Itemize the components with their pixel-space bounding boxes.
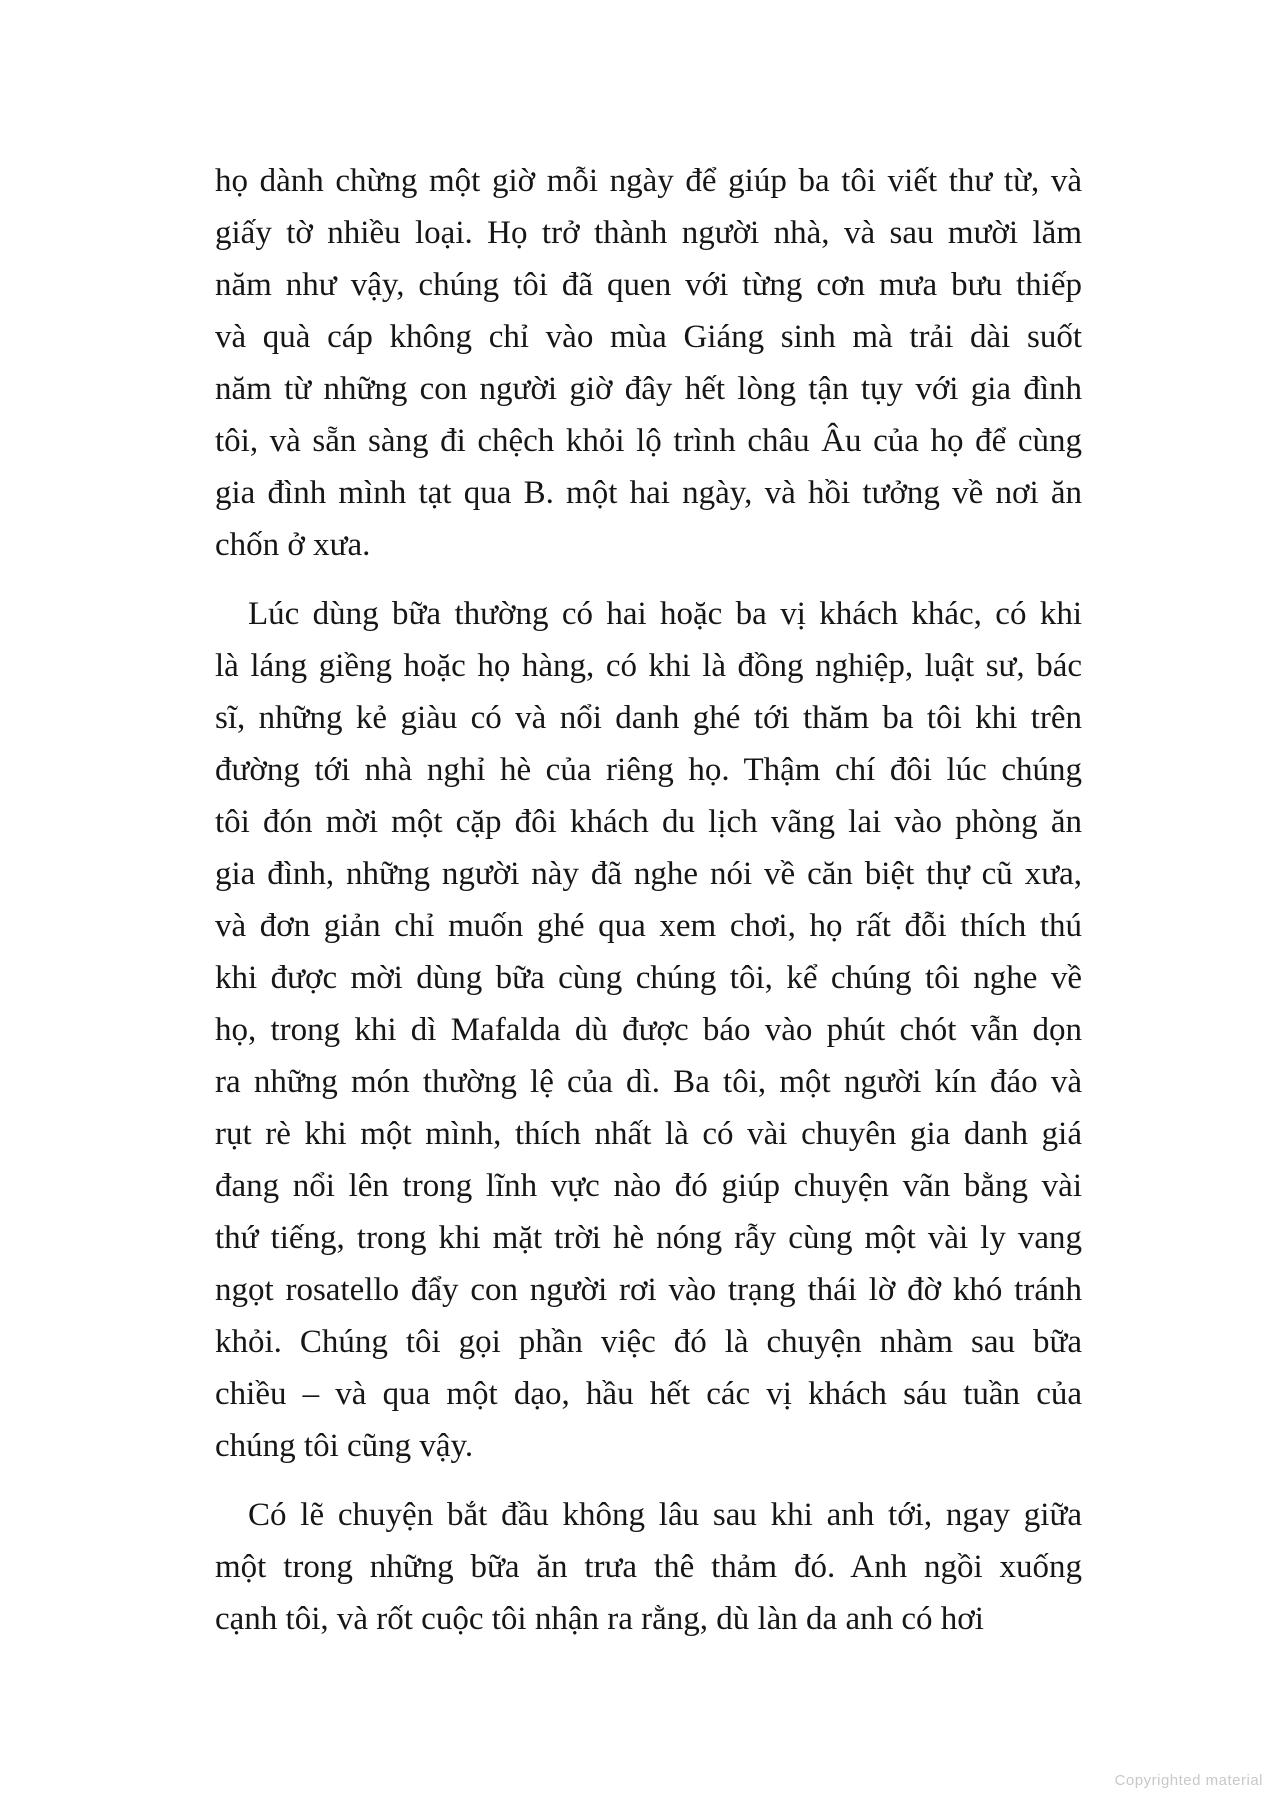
text-line: Lúc dùng bữa thường có hai hoặc ba vị khách khác, có khi (248, 596, 1082, 632)
text-line: gia đình, những người này đã nghe nói về căn biệt thự cũ xưa, (215, 856, 1082, 892)
text-line: chiều – và qua một dạo, hầu hết các vị khách sáu tuần của (215, 1376, 1082, 1412)
text-line: cạnh tôi, và rốt cuộc tôi nhận ra rằng, dù làn da anh có hơi (215, 1601, 984, 1637)
text-line: tôi đón mời một cặp đôi khách du lịch vãng lai vào phòng ăn (215, 804, 1082, 840)
text-line: thứ tiếng, trong khi mặt trời hè nóng rẫy cùng một vài ly vang (215, 1220, 1082, 1256)
text-line: đường tới nhà nghỉ hè của riêng họ. Thậm chí đôi lúc chúng (215, 752, 1082, 788)
text-line: giấy tờ nhiều loại. Họ trở thành người nhà, và sau mười lăm (215, 215, 1082, 251)
text-line: họ dành chừng một giờ mỗi ngày để giúp ba tôi viết thư từ, và (215, 163, 1082, 199)
text-line: là láng giềng hoặc họ hàng, có khi là đồng nghiệp, luật sư, bác (215, 648, 1082, 684)
text-line: rụt rè khi một mình, thích nhất là có vài chuyên gia danh giá (215, 1116, 1082, 1152)
copyright-watermark: Copyrighted material (1114, 1772, 1263, 1789)
text-line: năm như vậy, chúng tôi đã quen với từng cơn mưa bưu thiếp (215, 267, 1082, 303)
text-line: chốn ở xưa. (215, 527, 371, 563)
text-line: một trong những bữa ăn trưa thê thảm đó. Anh ngồi xuống (215, 1549, 1082, 1585)
text-line: Có lẽ chuyện bắt đầu không lâu sau khi anh tới, ngay giữa (248, 1497, 1082, 1533)
text-line: đang nổi lên trong lĩnh vực nào đó giúp chuyện vãn bằng vài (215, 1168, 1082, 1204)
text-line: tôi, và sẵn sàng đi chệch khỏi lộ trình châu Âu của họ để cùng (215, 423, 1082, 459)
text-line: họ, trong khi dì Mafalda dù được báo vào phút chót vẫn dọn (215, 1012, 1082, 1048)
text-line: gia đình mình tạt qua B. một hai ngày, và hồi tưởng về nơi ăn (215, 475, 1082, 511)
paragraph (215, 588, 1082, 1472)
text-line: khi được mời dùng bữa cùng chúng tôi, kể chúng tôi nghe về (215, 960, 1082, 996)
text-line: ra những món thường lệ của dì. Ba tôi, một người kín đáo và (215, 1064, 1082, 1100)
text-line: và đơn giản chỉ muốn ghé qua xem chơi, họ rất đỗi thích thú (215, 908, 1082, 944)
text-line: chúng tôi cũng vậy. (215, 1428, 474, 1464)
text-line: ngọt rosatello đẩy con người rơi vào trạng thái lờ đờ khó tránh (215, 1272, 1082, 1308)
text-line: năm từ những con người giờ đây hết lòng tận tụy với gia đình (215, 371, 1082, 407)
text-line: và quà cáp không chỉ vào mùa Giáng sinh mà trải dài suốt (215, 319, 1082, 355)
text-line: khỏi. Chúng tôi gọi phần việc đó là chuyện nhàm sau bữa (215, 1324, 1082, 1360)
text-line: sĩ, những kẻ giàu có và nổi danh ghé tới thăm ba tôi khi trên (215, 700, 1082, 736)
page-text-block (215, 155, 1082, 1645)
paragraph (215, 1489, 1082, 1645)
paragraph (215, 155, 1082, 571)
